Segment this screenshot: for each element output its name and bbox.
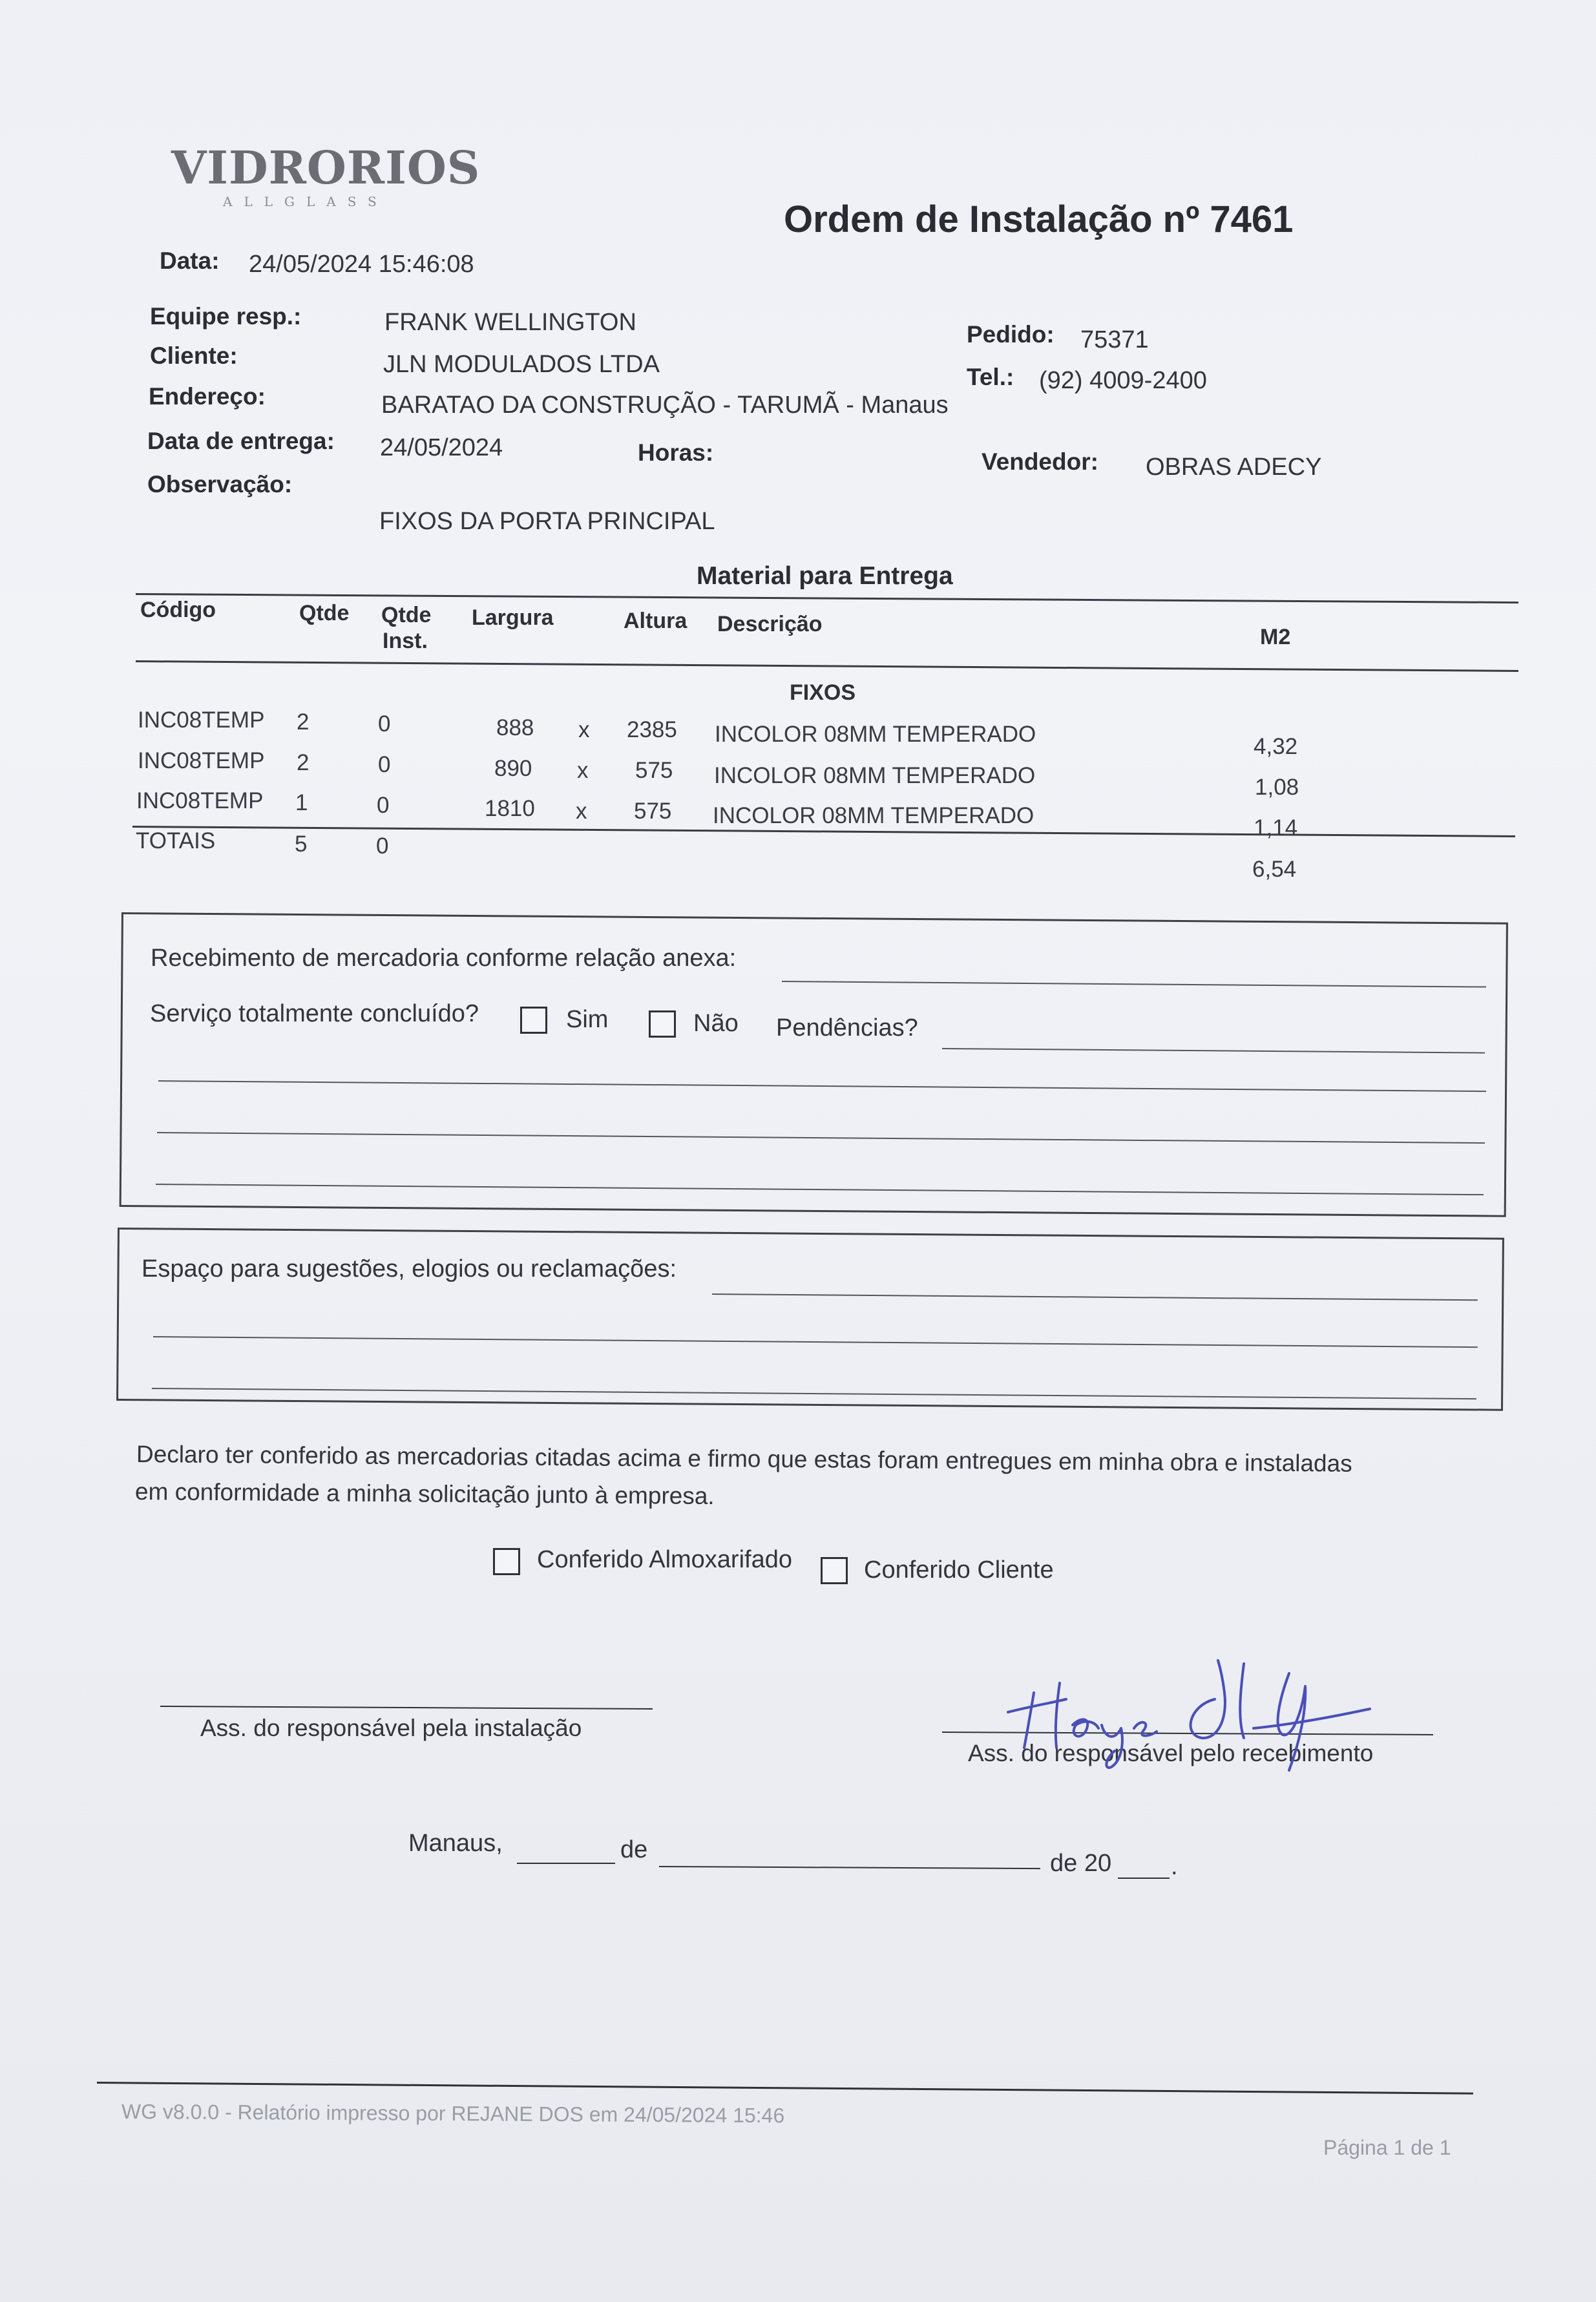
cell-inst: 0 (377, 793, 390, 818)
signature-label-receiver: Ass. do responsável pelo recebimento (968, 1740, 1374, 1766)
date-year-line[interactable] (1118, 1878, 1170, 1879)
conferido-almox-checkbox[interactable] (493, 1548, 520, 1575)
cell-qtde: 1 (295, 790, 308, 815)
date-day-line[interactable] (517, 1863, 615, 1864)
company-logo-sub: ALLGLASS (223, 194, 388, 209)
signature-label-installer: Ass. do responsável pela instalação (200, 1715, 582, 1741)
cell-altura: 2385 (627, 717, 677, 742)
entrega-label: Data de entrega: (147, 428, 335, 454)
data-label: Data: (160, 247, 220, 274)
cell-x: x (577, 758, 589, 783)
cell-qtde: 2 (297, 750, 310, 775)
endereco-label: Endereço: (149, 383, 266, 410)
col-header-codigo: Código (140, 598, 216, 622)
equipe-value: FRANK WELLINGTON (384, 309, 636, 336)
recebimento-text: Recebimento de mercadoria conforme relação anexa: (151, 945, 737, 972)
horas-label: Horas: (638, 439, 714, 466)
cell-codigo: INC08TEMP (136, 788, 264, 813)
col-header-descricao: Descrição (717, 612, 823, 636)
suggestions-label: Espaço para sugestões, elogios ou reclamações: (142, 1255, 677, 1282)
conferido-cliente-checkbox[interactable] (821, 1557, 848, 1584)
col-header-m2: M2 (1260, 625, 1291, 649)
cell-x: x (578, 717, 590, 742)
group-fixos: FIXOS (790, 680, 856, 705)
cell-codigo: INC08TEMP (138, 707, 265, 733)
material-section-title: Material para Entrega (697, 562, 953, 590)
servico-text: Serviço totalmente concluído? (150, 1000, 479, 1027)
col-header-qtde-inst: Qtde (381, 603, 432, 627)
col-header-qtde-inst-2: Inst. (383, 629, 428, 653)
sim-label: Sim (566, 1006, 609, 1033)
place-city: Manaus, (408, 1830, 503, 1857)
nao-label: Não (693, 1010, 739, 1037)
date-month-line[interactable] (659, 1866, 1040, 1869)
cell-m2: 1,08 (1255, 775, 1299, 800)
document-title: Ordem de Instalação nº 7461 (784, 198, 1294, 240)
signature-line-installer[interactable] (160, 1706, 653, 1710)
col-header-largura: Largura (472, 605, 554, 630)
observacao-value: FIXOS DA PORTA PRINCIPAL (379, 508, 715, 535)
cell-m2: 1,14 (1254, 815, 1298, 841)
cell-descricao: INCOLOR 08MM TEMPERADO (715, 722, 1036, 747)
footer-page: Página 1 de 1 (1323, 2136, 1451, 2159)
totals-inst: 0 (376, 833, 389, 859)
table-header-line (136, 660, 1518, 672)
col-header-qtde: Qtde (299, 601, 350, 625)
conferido-cliente-label: Conferido Cliente (864, 1556, 1054, 1584)
cell-largura: 1810 (485, 796, 535, 821)
tel-label: Tel.: (967, 364, 1014, 390)
place-de-2: de 20 (1050, 1850, 1112, 1877)
data-value: 24/05/2024 15:46:08 (249, 251, 474, 278)
tel-value: (92) 4009-2400 (1039, 367, 1207, 394)
totals-label: TOTAIS (136, 828, 216, 853)
cell-codigo: INC08TEMP (138, 748, 265, 773)
cell-largura: 888 (496, 715, 534, 740)
pedido-label: Pedido: (967, 321, 1055, 348)
cliente-value: JLN MODULADOS LTDA (383, 351, 660, 378)
cell-descricao: INCOLOR 08MM TEMPERADO (713, 803, 1034, 828)
observacao-label: Observação: (147, 471, 293, 497)
footer-line (97, 2082, 1473, 2095)
cell-descricao: INCOLOR 08MM TEMPERADO (714, 763, 1036, 788)
col-header-altura: Altura (624, 609, 688, 633)
cell-largura: 890 (494, 756, 532, 781)
handwritten-signature (995, 1615, 1383, 1777)
declaration-line-2: em conformidade a minha solicitação junto à empresa. (134, 1478, 715, 1510)
cell-inst: 0 (378, 752, 391, 777)
entrega-value: 24/05/2024 (380, 434, 503, 461)
endereco-value: BARATAO DA CONSTRUÇÃO - TARUMÃ - Manaus (381, 392, 949, 419)
conferido-almox-label: Conferido Almoxarifado (537, 1546, 792, 1573)
sim-checkbox[interactable] (520, 1007, 547, 1034)
nao-checkbox[interactable] (649, 1010, 676, 1038)
cell-m2: 4,32 (1254, 734, 1298, 759)
totals-m2: 6,54 (1252, 857, 1297, 882)
equipe-label: Equipe resp.: (150, 303, 302, 330)
company-logo: VIDRORIOS (171, 141, 481, 194)
pendencias-label: Pendências? (776, 1014, 918, 1041)
cell-altura: 575 (634, 799, 672, 824)
cell-qtde: 2 (297, 709, 310, 735)
totals-qtde: 5 (295, 832, 308, 857)
pedido-value: 75371 (1080, 326, 1149, 353)
cell-x: x (576, 799, 587, 824)
footer-printed: WG v8.0.0 - Relatório impresso por REJANE DOS em 24/05/2024 15:46 (121, 2100, 785, 2128)
cell-inst: 0 (378, 711, 391, 737)
vendedor-label: Vendedor: (982, 448, 1098, 475)
place-end: . (1171, 1853, 1178, 1880)
declaration-line-1: Declaro ter conferido as mercadorias citadas acima e firmo que estas foram entregues em minha obra e instaladas (136, 1441, 1352, 1477)
place-de-1: de (620, 1836, 648, 1863)
cell-altura: 575 (635, 758, 673, 783)
vendedor-value: OBRAS ADECY (1146, 454, 1322, 481)
cliente-label: Cliente: (150, 342, 238, 369)
